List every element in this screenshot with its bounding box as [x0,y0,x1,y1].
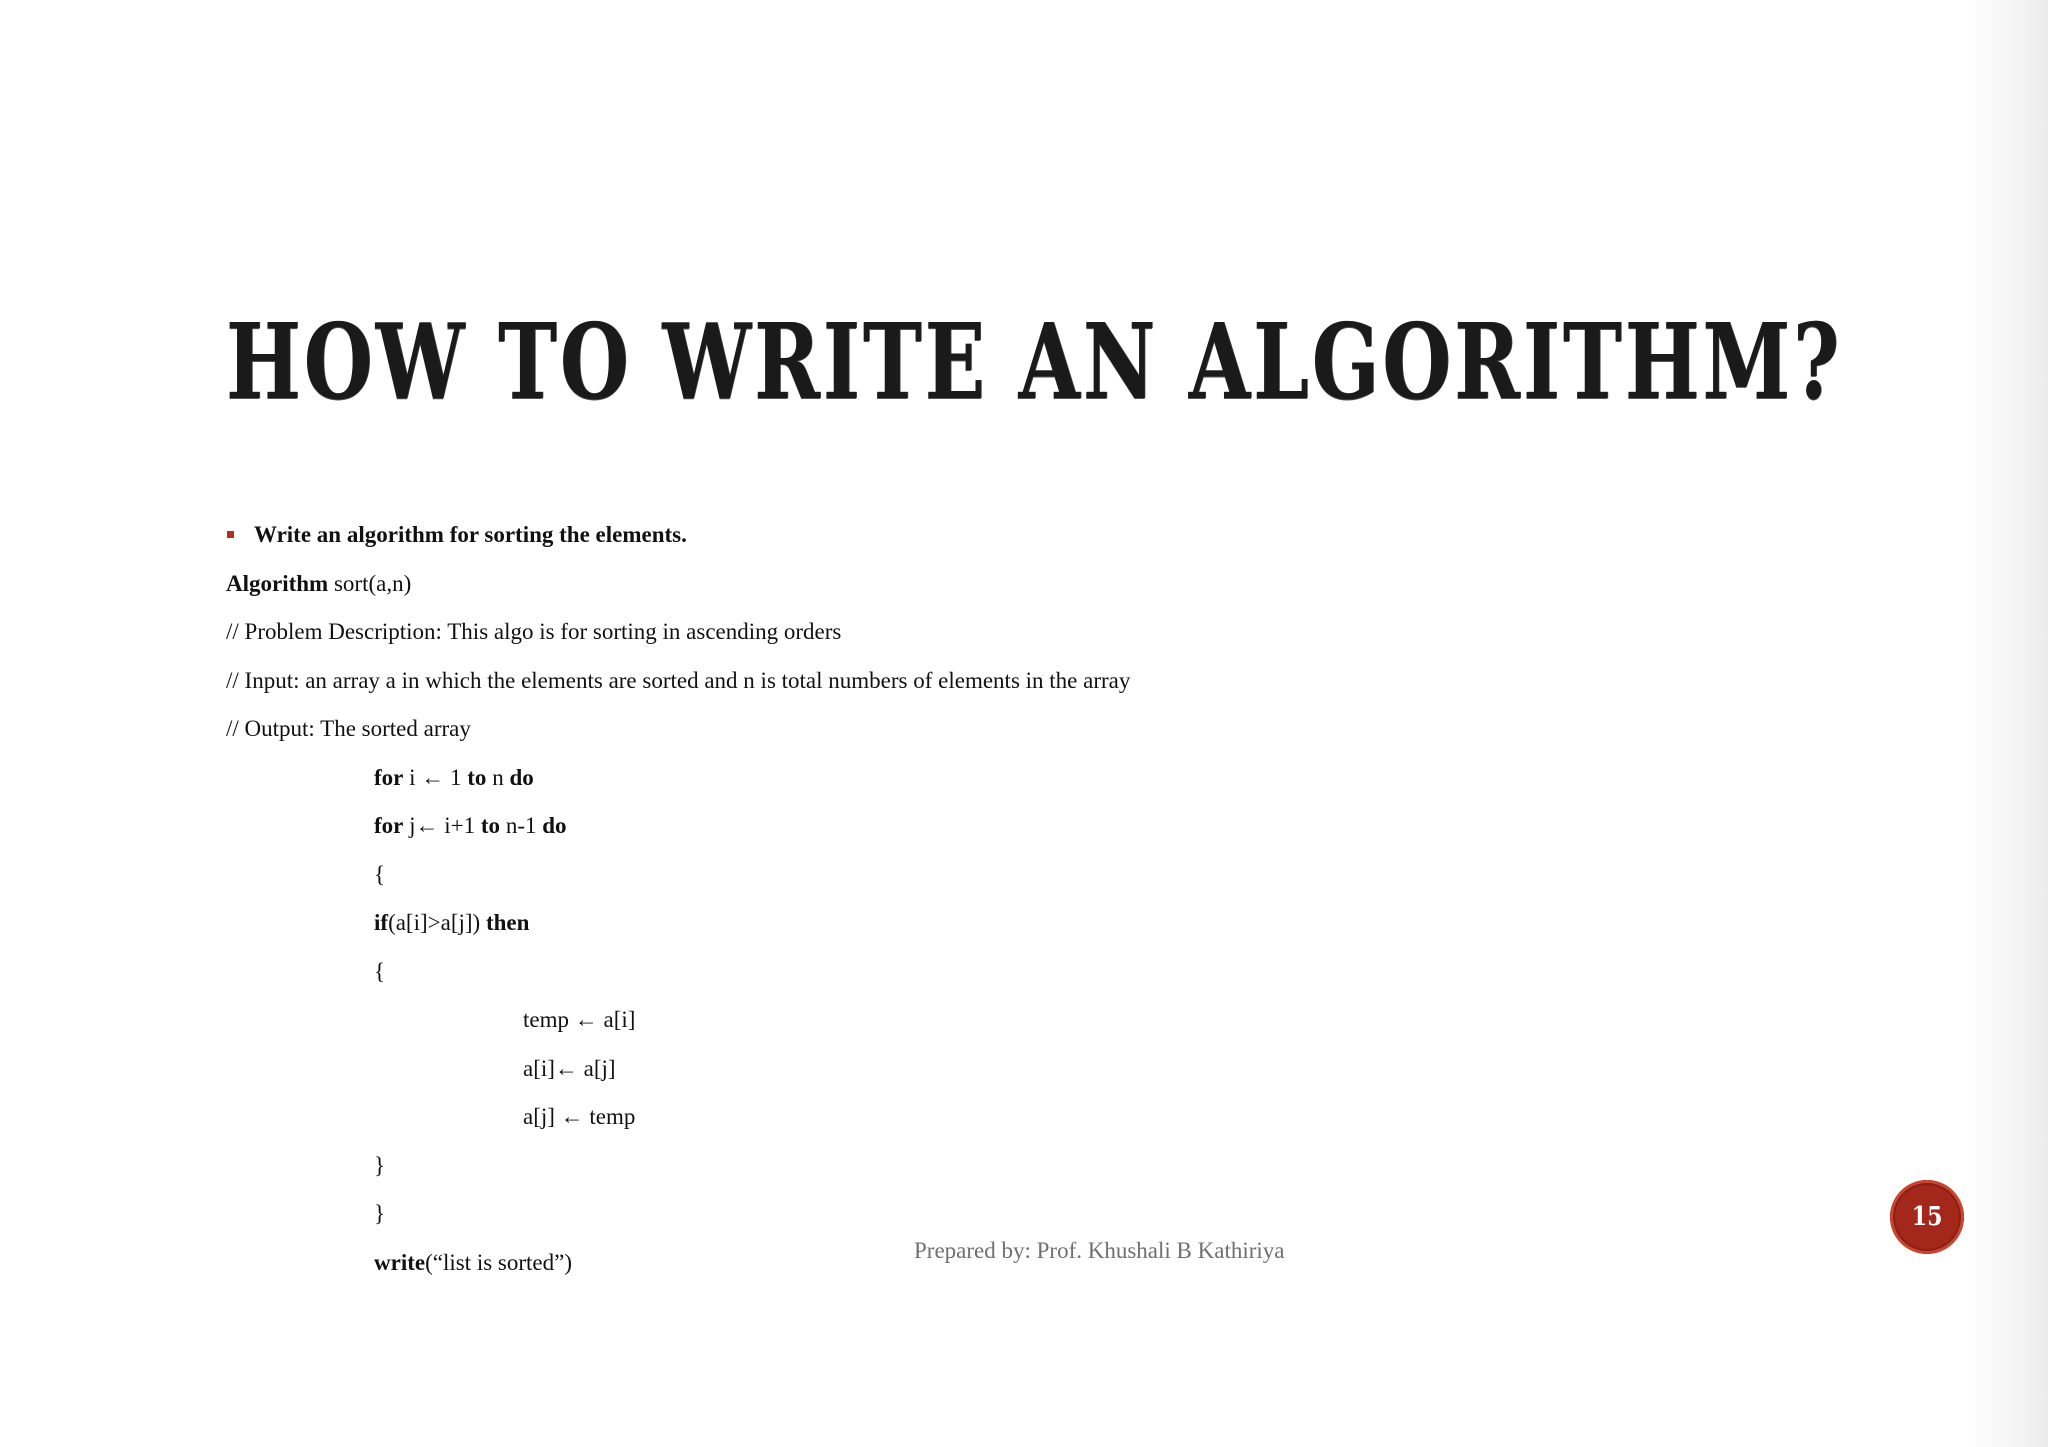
to-keyword: to [480,813,501,838]
for-keyword: for [374,765,404,790]
swap-step-2: a[i]← a[j] [523,1056,616,1081]
algorithm-header [226,569,411,599]
outer-for-loop [374,763,534,793]
close-brace: } [374,1201,386,1226]
loop-range-end: n-1 [500,813,543,838]
page-number: 15 [1911,1202,1943,1232]
loop-range-start: j← i+1 [403,813,481,838]
then-keyword: then [485,910,530,935]
to-keyword: to [467,765,487,790]
algorithm-signature: sort(a,n) [328,571,412,596]
square-bullet-icon [227,531,234,538]
footer-credit: Prepared by: Prof. Khushali B Kathiriya [914,1238,1285,1263]
swap-step-1: temp ← a[i] [523,1007,636,1032]
loop-range-end: n [486,765,510,790]
do-keyword: do [509,765,534,790]
comment-description: // Problem Description: This algo is for sorting in ascending orders [226,619,842,644]
close-brace: } [374,1153,386,1178]
swap-step-3: a[j] ← temp [523,1104,636,1129]
write-argument: (“list is sorted”) [425,1250,572,1275]
if-statement [374,908,529,938]
inner-for-loop [374,811,567,841]
bullet-item [226,520,687,550]
open-brace: { [374,959,386,984]
page-number-badge [1890,1180,1964,1254]
open-brace: { [374,862,386,887]
write-statement [374,1248,572,1278]
algorithm-keyword: Algorithm [226,571,329,596]
bullet-text: Write an algorithm for sorting the elements. [254,522,687,547]
comment-output: // Output: The sorted array [226,716,471,741]
if-keyword: if [374,910,389,935]
loop-range-start: i ← 1 [403,765,468,790]
for-keyword: for [374,813,404,838]
do-keyword: do [542,813,567,838]
write-keyword: write [374,1250,426,1275]
comment-input: // Input: an array a in which the elements are sorted and n is total numbers of elements in the array [226,668,1131,693]
if-condition: (a[i]>a[j]) [388,910,486,935]
slide-title: HOW TO WRITE AN ALGORITHM? [226,300,1843,423]
